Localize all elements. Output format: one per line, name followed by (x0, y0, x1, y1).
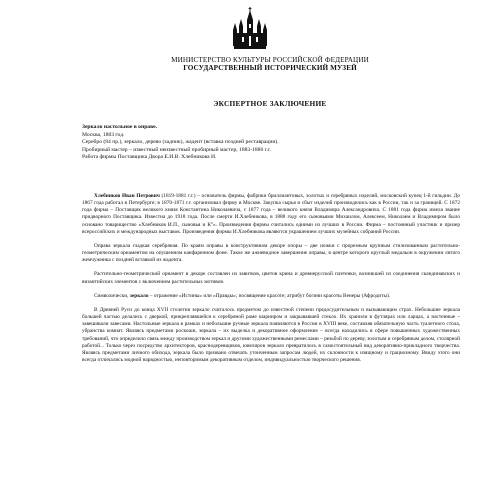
object-assay-master: Пробирный мастер – известный неизвестный пробирный мастер, 1883-1886 г.г. (82, 146, 271, 153)
symbolism-keyword: зеркало (129, 292, 149, 299)
symbolism-lead: Символически, (94, 292, 130, 299)
paragraph-ornament: Растительно-геометрический орнамент в декоре составлен из завитков, цветов крина и древнерусской плетенки, возникшей из соединения скандинавских и византийских элементов с включением растительных мотивов. (82, 271, 460, 285)
museum-emblem-icon (228, 6, 272, 50)
paragraph-biography (82, 193, 460, 236)
biography-name: Хлебников Иван Петрович (94, 193, 160, 199)
ministry-name: МИНИСТЕРСТВО КУЛЬТУРЫ РОССИЙСКОЙ ФЕДЕРАЦИИ (171, 56, 369, 64)
museum-name: ГОСУДАРСТВЕННЫЙ ИСТОРИЧЕСКИЙ МУЗЕЙ (183, 64, 357, 73)
biography-text: (1819-1881 г.г.) – основатель фирмы, фабрики бриллиантовых, золотых и серебряных изделий, московский купец 1-й гильдии. До 1867 года работал в Петербурге; в 1870-1871 г.г. организовал фирму в Москве. Закупка сырья и сбыт изделий производились как в России, так и за границей. С 1872 года фирма – Поставщик великого князя Константина Николаевича, с 1877 года – великого князя Владимира Александровича. С 1881 года фирма имела звание придворного Поставщика. Известна до 1918 года. После смерти И.Хлебникова, в 1888 году его сыновьями Михаилом, Алексеем, Николаем и Владимиром было основано товарищество «Хлебников И.П., сыновья и К°». Произведения фирмы считались одними из лучших в России. Фирма – постоянный участник и призер всероссийских и международных выставок. Произведения фирмы И.Хлебникова являются украшением лучших музейных собраний России. (82, 193, 461, 235)
page-title: ЭКСПЕРТНОЕ ЗАКЛЮЧЕНИЕ (213, 99, 327, 108)
paragraph-symbolism (82, 293, 460, 300)
object-maker: Работа фирмы Поставщика Двора Е.И.В. Хлебникова И. (82, 154, 217, 161)
document-body (82, 193, 460, 371)
paragraph-history: В Древней Руси до конца XVII столетия зеркало считалось предметом до известной степени предосудительным и вызывающим страх. Небольшие зеркала большей частью делались с дверкой, прикреплявшейся к серебряной раме шарниром и закрывавшей стекло. Их хранили в футлярах или ларцах, а настенные – завешивали завесами. Настольные зеркала в рамках и небольшие ручные зеркала появляются в России в XVIII веке, составляя обязательную часть туалетного стола, убранства комнат. Являясь предметами роскоши, зеркала – их выделка и декоративное оформление – всегда находились в сфере повышенных художественных требований, что определило связь между производством зеркал и другими художественными ремеслами – резьбой по дереву, золотым и серебряным делом, столярной работой... Только через посредство архитекторов, краснодеревщиков, ювелиров зеркало превратилось в самостоятельный вид декоративно-прикладного творчества. Являясь предметами личного обихода, зеркала было призвано отвечать утонченным запросам людей, их склонности к изящному и грациозному. Ввиду этого они всегда отличались модной нарядностью, неповторимым декоративным отделом, индивидуальностью творческого решения. (82, 306, 460, 363)
object-materials: Серебро (84 пр.), зеркало, дерево (задник), жадеит (вставка поздней реставрации). (82, 139, 279, 146)
object-description (82, 124, 442, 162)
symbolism-text: – отражение «Истины» или «Правды»; посвящение красоте; атрибут богини красоты Венеры (Афродиты). (148, 292, 391, 299)
object-name: Зеркало настольное в оправе. (82, 124, 158, 130)
object-place-date: Москва, 1883 год. (82, 131, 125, 138)
paragraph-frame: Оправа зеркала гладкая серебряная. По краям оправы в конструктивном декоре опоры – две ножки с прорезным крупным стилизованным растительно-геометрическим орнаментом на опушенном канфаренном фоне. Такое же ажиевидное завершение оправы, в центре которого круглый медальон в окружении литого жемчужника с поздней вставкой из жадеита. (82, 242, 460, 264)
ministry-header (68, 56, 472, 73)
